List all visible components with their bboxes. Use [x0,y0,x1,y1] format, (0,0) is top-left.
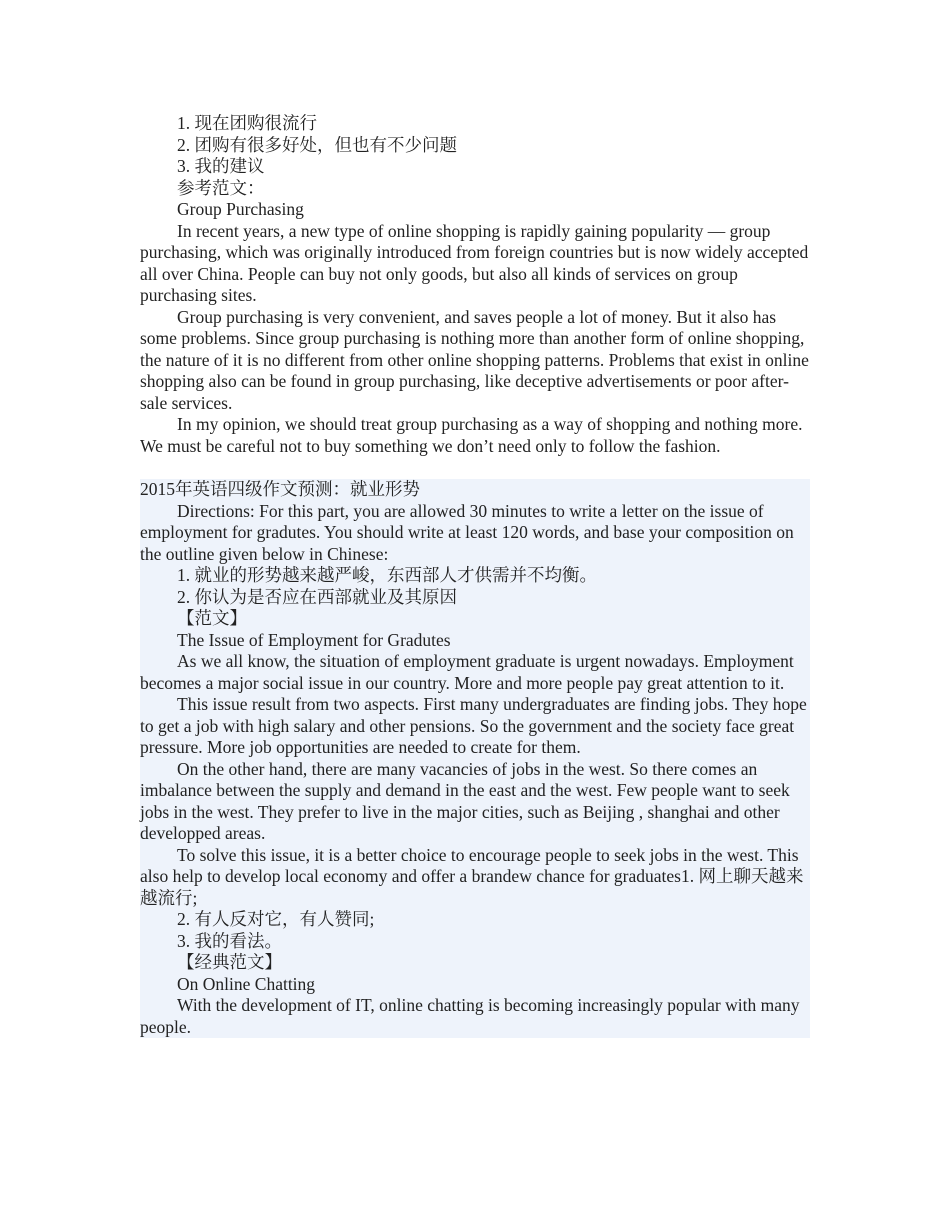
essay-paragraph: In recent years, a new type of online shopping is rapidly gaining popularity — group purchasing, which was originally introduced from foreign countries but is now widely accepted all over China. People can buy not only goods, but also all kinds of services on group purchasing sites. [140,220,809,305]
directions-text: Directions: For this part, you are allowed 30 minutes to write a letter on the issue of employment for gradutes. You should write at least 120 words, and base your composition on the outline given below in Chinese: [140,500,794,564]
outline-item-3: 3. 我的看法。 [177,930,282,951]
section-heading: 2015年英语四级作文预测：就业形势 [140,479,420,499]
essay-title: On Online Chatting [177,973,316,994]
section-spacer [140,457,810,479]
outline-item-3: 3. 我的建议 [177,156,265,176]
outline-item-1: 1. 就业的形势越来越严峻，东西部人才供需并不均衡。 [177,565,597,585]
essay-title: The Issue of Employment for Gradutes [177,629,451,650]
essay-title: Group Purchasing [177,199,304,219]
essay-paragraph: On the other hand, there are many vacancies of jobs in the west. So there comes an imbalance between the supply and demand in the east and the west. Few people want to seek jobs in the west. They prefer to live in the major cities, such as Beijing , shanghai and other developped areas. [140,758,790,843]
outline-item-2: 2. 团购有很多好处，但也有不少问题 [177,134,457,155]
document-body [140,113,810,1038]
essay-paragraph: This issue result from two aspects. First many undergraduates are finding jobs. They hope to get a job with high salary and other pensions. So the government and the society face great pressure. More job opportunities are needed to create for them. [140,694,807,757]
sample-label: 【经典范文】 [177,952,282,972]
essay-paragraph: To solve this issue, it is a better choice to encourage people to seek jobs in the west. This also help to develop local economy and offer a brandew chance for graduates1. 网上聊天越来越流行; [140,844,804,908]
essay-paragraph: Group purchasing is very convenient, and saves people a lot of money. But it also has some problems. Since group purchasing is nothing more than another form of online shopping, the nature of it is no different from other online shopping patterns. Problems that exist in online shopping also can be found in group purchasing, like deceptive advertisements or poor after-sale services. [140,306,809,413]
outline-item-1: 1. 现在团购很流行 [177,113,317,133]
highlighted-section [140,479,810,1038]
essay-paragraph: With the development of IT, online chatting is becoming increasingly popular with many people. [140,995,800,1037]
essay-paragraph: In my opinion, we should treat group purchasing as a way of shopping and nothing more. We must be careful not to buy something we don’t need only to follow the fashion. [140,414,803,456]
outline-item-2: 2. 你认为是否应在西部就业及其原因 [177,586,457,607]
sample-label: 参考范文： [177,177,265,198]
outline-item-2: 2. 有人反对它，有人赞同; [177,909,375,929]
sample-label: 【范文】 [177,608,247,628]
essay-paragraph: As we all know, the situation of employment graduate is urgent nowadays. Employment becomes a major social issue in our country. More and more people pay great attention to it. [140,651,794,693]
